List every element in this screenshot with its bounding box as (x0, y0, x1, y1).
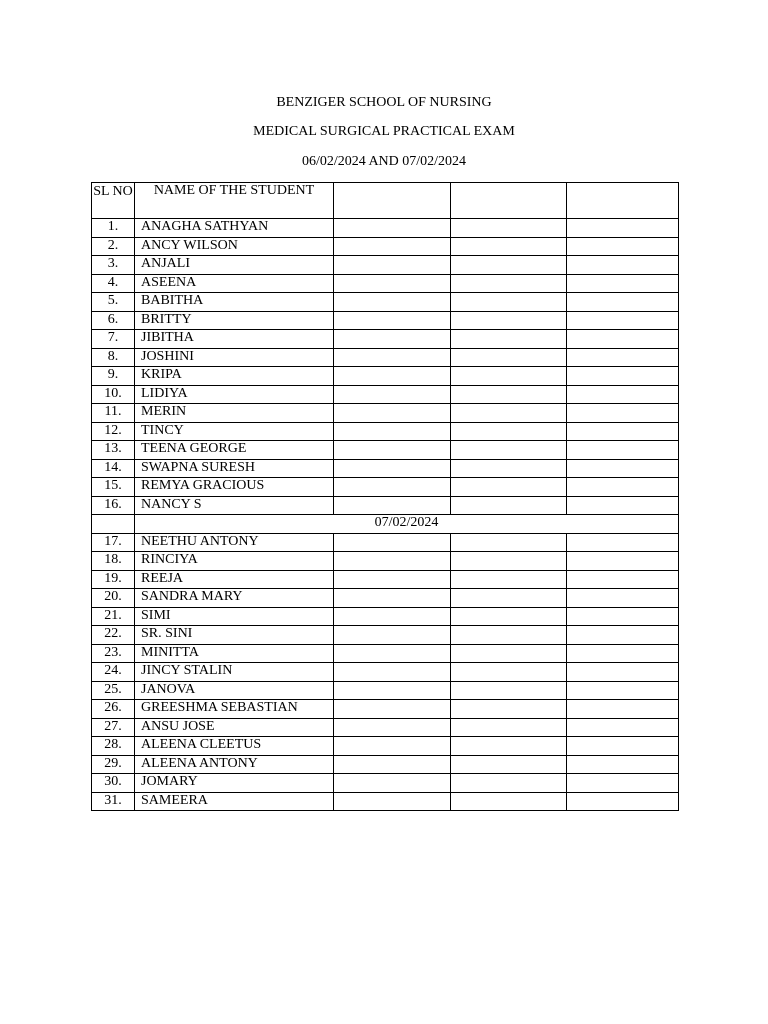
table-row (92, 237, 679, 256)
blank-entry-cell (567, 330, 679, 349)
table-row (92, 718, 679, 737)
student-name-cell: SIMI (135, 607, 334, 626)
student-name-cell: LIDIYA (135, 385, 334, 404)
blank-entry-cell (451, 737, 567, 756)
student-name-cell: ANSU JOSE (135, 718, 334, 737)
blank-entry-cell (334, 496, 451, 515)
blank-entry-cell (567, 348, 679, 367)
serial-number-cell: 10. (92, 385, 135, 404)
serial-number-cell: 25. (92, 681, 135, 700)
blank-entry-cell (451, 385, 567, 404)
blank-entry-cell (451, 663, 567, 682)
table-row (92, 589, 679, 608)
serial-number-cell: 21. (92, 607, 135, 626)
student-name-cell: ANJALI (135, 256, 334, 275)
serial-number-cell: 24. (92, 663, 135, 682)
blank-entry-cell (334, 237, 451, 256)
table-row (92, 367, 679, 386)
blank-entry-cell (567, 404, 679, 423)
student-name-cell: ALEENA ANTONY (135, 755, 334, 774)
serial-number-cell: 16. (92, 496, 135, 515)
blank-entry-cell (334, 626, 451, 645)
serial-number-cell: 2. (92, 237, 135, 256)
blank-entry-cell (451, 755, 567, 774)
blank-entry-cell (567, 256, 679, 275)
serial-number-cell: 4. (92, 274, 135, 293)
table-row (92, 348, 679, 367)
table-row (92, 422, 679, 441)
blank-entry-cell (567, 755, 679, 774)
blank-entry-cell (567, 774, 679, 793)
table-header-row (92, 183, 679, 219)
blank-entry-cell (451, 644, 567, 663)
column-header-student-name: NAME OF THE STUDENT (135, 183, 334, 219)
blank-entry-cell (451, 589, 567, 608)
serial-number-cell: 6. (92, 311, 135, 330)
blank-entry-cell (334, 533, 451, 552)
serial-number-cell: 8. (92, 348, 135, 367)
student-name-cell: ANCY WILSON (135, 237, 334, 256)
blank-entry-cell (567, 367, 679, 386)
serial-number-cell: 27. (92, 718, 135, 737)
serial-number-cell: 14. (92, 459, 135, 478)
blank-entry-cell (334, 570, 451, 589)
table-row (92, 774, 679, 793)
table-row (92, 663, 679, 682)
blank-entry-cell (451, 552, 567, 571)
blank-entry-cell (334, 441, 451, 460)
blank-entry-cell (451, 219, 567, 238)
blank-entry-cell (334, 385, 451, 404)
table-row (92, 570, 679, 589)
table-row (92, 644, 679, 663)
table-row (92, 256, 679, 275)
table-row (92, 219, 679, 238)
serial-number-cell: 1. (92, 219, 135, 238)
blank-entry-cell (567, 496, 679, 515)
table-row (92, 626, 679, 645)
student-name-cell: REEJA (135, 570, 334, 589)
blank-entry-cell (567, 219, 679, 238)
student-name-cell: TINCY (135, 422, 334, 441)
blank-entry-cell (567, 792, 679, 811)
student-name-cell: JINCY STALIN (135, 663, 334, 682)
serial-number-cell: 26. (92, 700, 135, 719)
blank-entry-cell (334, 311, 451, 330)
table-row (92, 330, 679, 349)
serial-number-cell: 23. (92, 644, 135, 663)
blank-entry-cell (334, 219, 451, 238)
student-name-cell: ASEENA (135, 274, 334, 293)
serial-number-cell: 15. (92, 478, 135, 497)
blank-entry-cell (334, 718, 451, 737)
student-name-cell: GREESHMA SEBASTIAN (135, 700, 334, 719)
serial-number-cell: 5. (92, 293, 135, 312)
blank-entry-cell (334, 589, 451, 608)
blank-entry-cell (567, 552, 679, 571)
student-name-cell: MINITTA (135, 644, 334, 663)
blank-entry-cell (334, 367, 451, 386)
serial-number-cell: 18. (92, 552, 135, 571)
blank-entry-cell (334, 663, 451, 682)
student-name-cell: SWAPNA SURESH (135, 459, 334, 478)
blank-entry-cell (334, 681, 451, 700)
table-row (92, 311, 679, 330)
student-name-cell: ANAGHA SATHYAN (135, 219, 334, 238)
blank-entry-cell (451, 256, 567, 275)
blank-entry-cell (334, 274, 451, 293)
student-name-cell: MERIN (135, 404, 334, 423)
blank-entry-cell (334, 552, 451, 571)
serial-number-cell: 13. (92, 441, 135, 460)
table-row (92, 755, 679, 774)
blank-entry-cell (451, 700, 567, 719)
table-row (92, 459, 679, 478)
blank-sl-cell (92, 515, 135, 534)
table-row (92, 496, 679, 515)
table-row (92, 737, 679, 756)
day2-date-label: 07/02/2024 (135, 515, 679, 534)
blank-entry-cell (334, 293, 451, 312)
blank-entry-cell (451, 681, 567, 700)
student-table (91, 182, 679, 811)
serial-number-cell: 28. (92, 737, 135, 756)
blank-entry-cell (451, 367, 567, 386)
blank-entry-cell (334, 607, 451, 626)
blank-entry-cell (334, 737, 451, 756)
blank-entry-cell (451, 441, 567, 460)
blank-entry-cell (451, 274, 567, 293)
blank-entry-cell (451, 533, 567, 552)
serial-number-cell: 31. (92, 792, 135, 811)
blank-entry-cell (567, 607, 679, 626)
blank-entry-cell (451, 330, 567, 349)
table-row (92, 552, 679, 571)
blank-entry-cell (567, 478, 679, 497)
blank-header-cell (451, 183, 567, 219)
table-row (92, 441, 679, 460)
blank-entry-cell (567, 737, 679, 756)
student-name-cell: JIBITHA (135, 330, 334, 349)
blank-entry-cell (451, 774, 567, 793)
blank-entry-cell (567, 441, 679, 460)
blank-entry-cell (334, 422, 451, 441)
blank-entry-cell (334, 792, 451, 811)
blank-entry-cell (451, 607, 567, 626)
blank-entry-cell (451, 570, 567, 589)
student-name-cell: JOSHINI (135, 348, 334, 367)
serial-number-cell: 20. (92, 589, 135, 608)
blank-entry-cell (451, 404, 567, 423)
serial-number-cell: 22. (92, 626, 135, 645)
column-header-sl-no: SL NO (92, 183, 135, 219)
blank-entry-cell (451, 237, 567, 256)
blank-entry-cell (451, 496, 567, 515)
student-name-cell: JANOVA (135, 681, 334, 700)
blank-entry-cell (334, 256, 451, 275)
table-row (92, 385, 679, 404)
blank-entry-cell (334, 404, 451, 423)
blank-entry-cell (567, 422, 679, 441)
serial-number-cell: 19. (92, 570, 135, 589)
serial-number-cell: 9. (92, 367, 135, 386)
blank-entry-cell (567, 570, 679, 589)
table-row (92, 404, 679, 423)
student-name-cell: JOMARY (135, 774, 334, 793)
table-row (92, 681, 679, 700)
student-name-cell: TEENA GEORGE (135, 441, 334, 460)
blank-header-cell (567, 183, 679, 219)
student-name-cell: KRIPA (135, 367, 334, 386)
blank-entry-cell (334, 755, 451, 774)
blank-entry-cell (451, 311, 567, 330)
blank-entry-cell (567, 293, 679, 312)
blank-entry-cell (567, 663, 679, 682)
blank-header-cell (334, 183, 451, 219)
blank-entry-cell (567, 626, 679, 645)
blank-entry-cell (567, 589, 679, 608)
serial-number-cell: 12. (92, 422, 135, 441)
student-name-cell: NEETHU ANTONY (135, 533, 334, 552)
exam-title: MEDICAL SURGICAL PRACTICAL EXAM (253, 124, 515, 139)
exam-dates: 06/02/2024 AND 07/02/2024 (301, 154, 467, 169)
blank-entry-cell (567, 237, 679, 256)
blank-entry-cell (567, 459, 679, 478)
blank-entry-cell (451, 422, 567, 441)
serial-number-cell: 11. (92, 404, 135, 423)
blank-entry-cell (334, 774, 451, 793)
blank-entry-cell (567, 385, 679, 404)
blank-entry-cell (567, 681, 679, 700)
serial-number-cell: 29. (92, 755, 135, 774)
blank-entry-cell (451, 478, 567, 497)
blank-entry-cell (567, 718, 679, 737)
serial-number-cell: 7. (92, 330, 135, 349)
table-row (92, 700, 679, 719)
serial-number-cell: 17. (92, 533, 135, 552)
day2-separator-row (92, 515, 679, 534)
blank-entry-cell (451, 348, 567, 367)
blank-entry-cell (567, 700, 679, 719)
blank-entry-cell (567, 311, 679, 330)
blank-entry-cell (334, 478, 451, 497)
table-row (92, 274, 679, 293)
blank-entry-cell (334, 348, 451, 367)
blank-entry-cell (334, 644, 451, 663)
student-name-cell: SAMEERA (135, 792, 334, 811)
blank-entry-cell (451, 626, 567, 645)
table-row (92, 293, 679, 312)
table-row (92, 792, 679, 811)
student-name-cell: NANCY S (135, 496, 334, 515)
student-name-cell: BABITHA (135, 293, 334, 312)
blank-entry-cell (567, 274, 679, 293)
blank-entry-cell (334, 330, 451, 349)
table-row (92, 478, 679, 497)
school-name: BENZIGER SCHOOL OF NURSING (276, 95, 492, 110)
student-name-cell: ALEENA CLEETUS (135, 737, 334, 756)
student-name-cell: BRITTY (135, 311, 334, 330)
blank-entry-cell (451, 293, 567, 312)
blank-entry-cell (334, 459, 451, 478)
blank-entry-cell (451, 792, 567, 811)
table-row (92, 533, 679, 552)
student-name-cell: SANDRA MARY (135, 589, 334, 608)
table-row (92, 607, 679, 626)
blank-entry-cell (451, 718, 567, 737)
blank-entry-cell (451, 459, 567, 478)
serial-number-cell: 3. (92, 256, 135, 275)
student-name-cell: SR. SINI (135, 626, 334, 645)
serial-number-cell: 30. (92, 774, 135, 793)
blank-entry-cell (567, 533, 679, 552)
student-name-cell: REMYA GRACIOUS (135, 478, 334, 497)
blank-entry-cell (334, 700, 451, 719)
blank-entry-cell (567, 644, 679, 663)
student-name-cell: RINCIYA (135, 552, 334, 571)
